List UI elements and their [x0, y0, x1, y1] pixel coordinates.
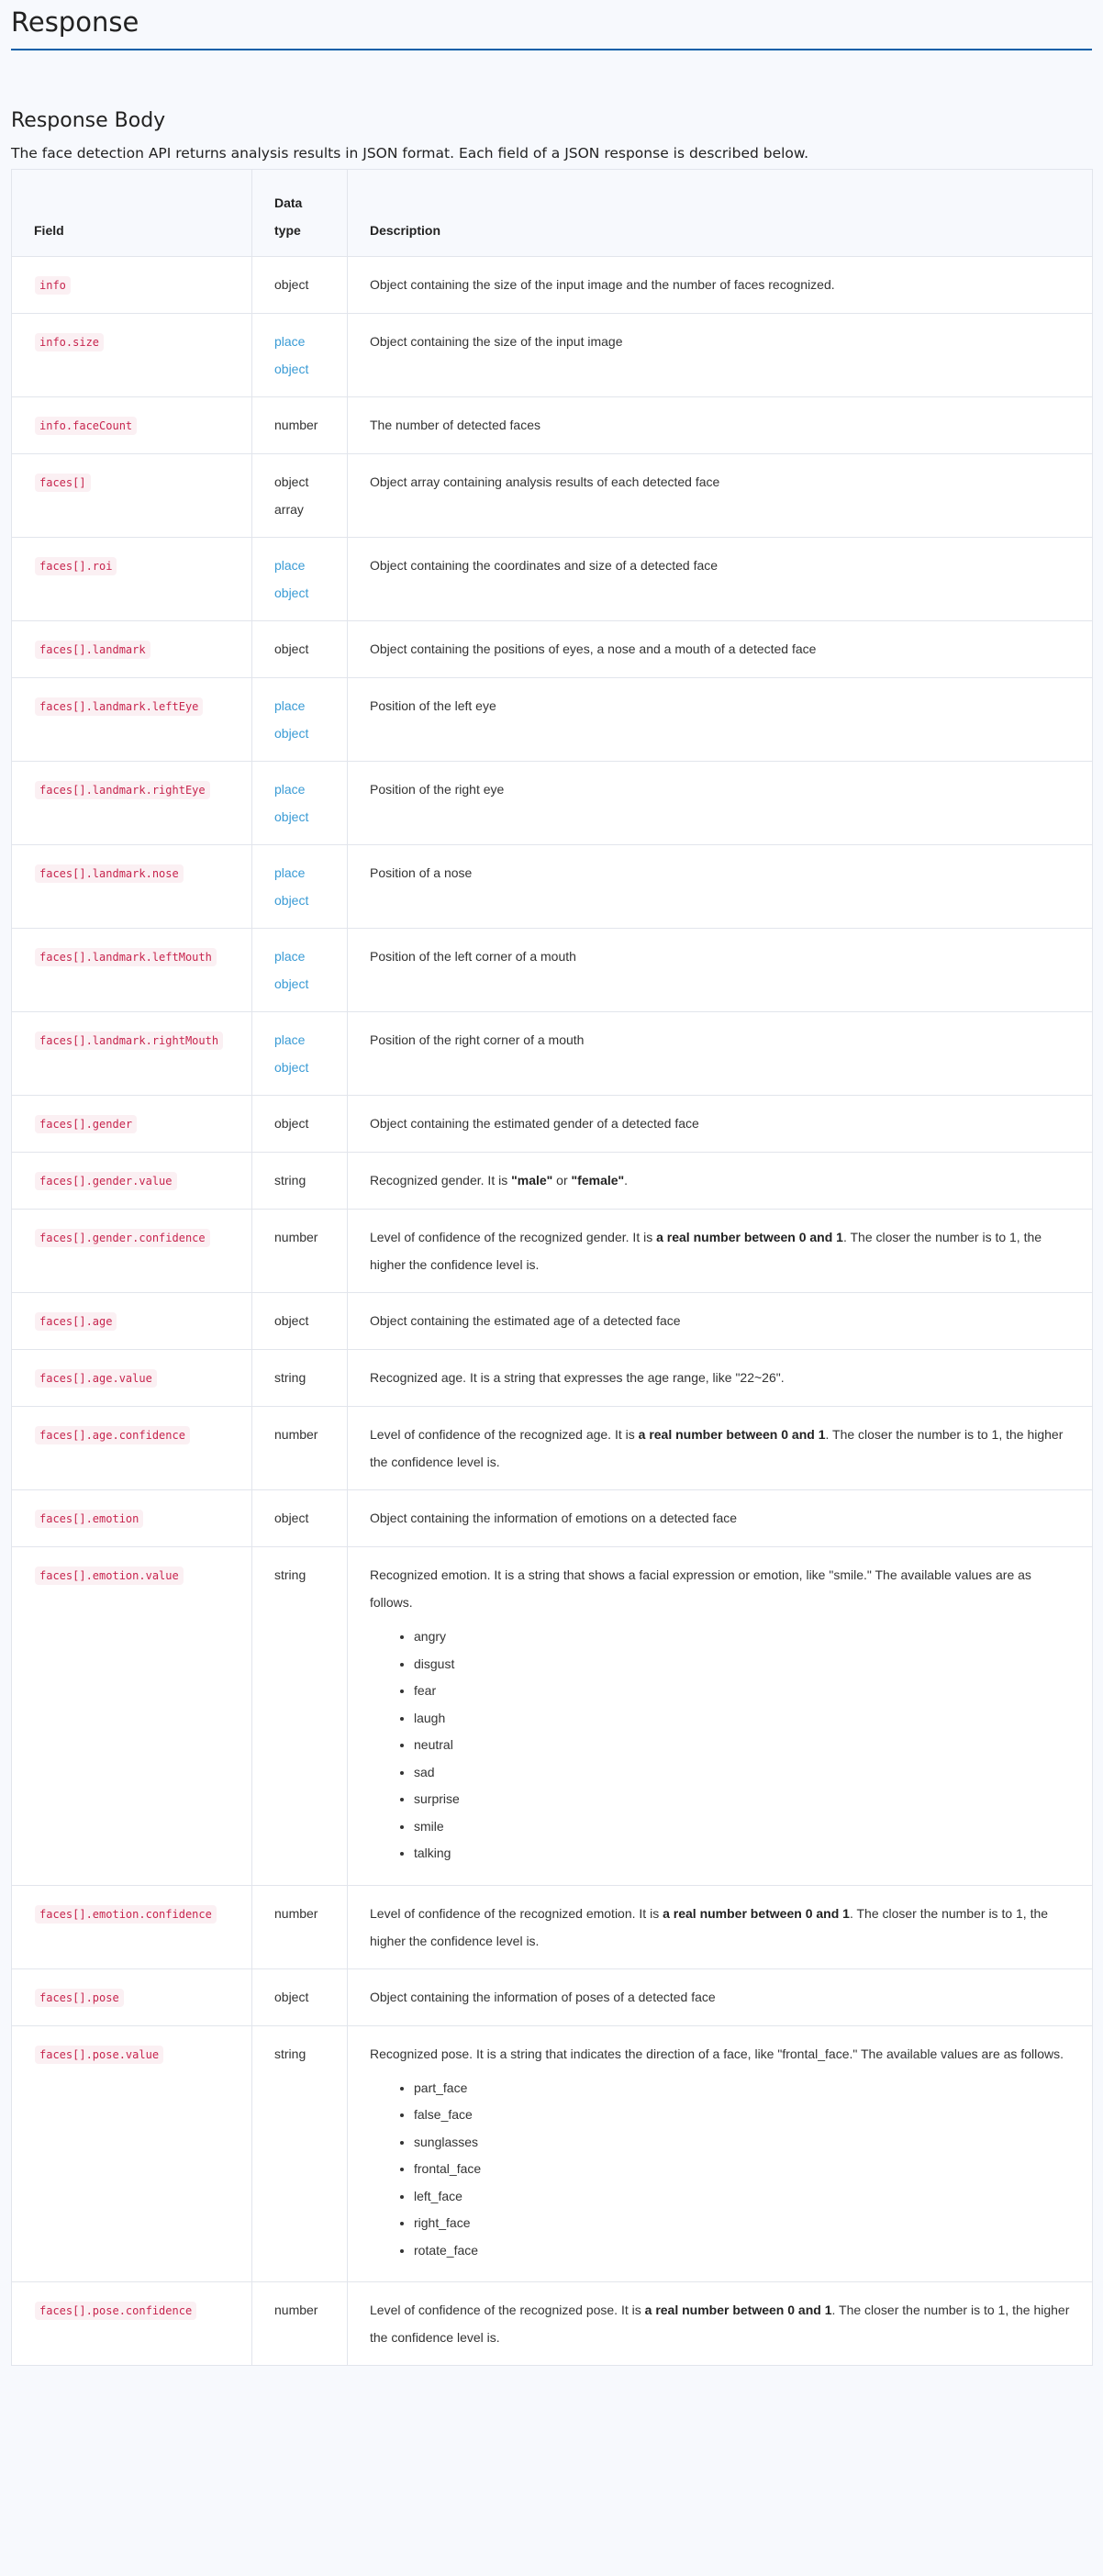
data-type-link[interactable]: object: [274, 726, 309, 741]
available-value-item: • false_face: [414, 2102, 1070, 2129]
field-cell: [12, 1885, 252, 1968]
field-name: faces[].emotion.confidence: [35, 1905, 217, 1924]
field-name: faces[].gender: [35, 1115, 137, 1133]
table-header-row: [12, 170, 1093, 257]
available-value-item: • frontal_face: [414, 2156, 1070, 2183]
available-value-item: • talking: [414, 1840, 1070, 1868]
description-fragment: . The closer the number is to 1, the higher the confidence level is.: [370, 1905, 1049, 1948]
field-cell: [12, 621, 252, 678]
data-type-cell: [252, 762, 348, 845]
description-emphasis: a real number between 0 and 1: [656, 1230, 843, 1244]
data-type-cell: [252, 1968, 348, 2025]
data-type-cell: [252, 1547, 348, 1886]
available-values-list: [414, 2075, 1070, 2265]
header-description: Description: [348, 170, 1093, 257]
available-value-item: • sunglasses: [414, 2129, 1070, 2157]
data-type-cell: [252, 1885, 348, 1968]
description-fragment: . The closer the number is to 1, the higher the confidence level is.: [370, 2303, 1070, 2345]
description-cell: [348, 2025, 1093, 2282]
field-name: faces[].roi: [35, 557, 117, 575]
field-name: faces[].pose.value: [35, 2046, 163, 2064]
description-text: Object containing the information of poses of a detected face: [370, 1989, 716, 2004]
description-text: Object containing the estimated gender of a detected face: [370, 1116, 699, 1131]
data-type-text: object: [274, 277, 309, 292]
page-title: Response: [11, 0, 1092, 50]
field-name: faces[].age.confidence: [35, 1426, 190, 1444]
description-emphasis: a real number between 0 and 1: [663, 1905, 850, 1921]
field-cell: [12, 1293, 252, 1350]
description-cell: [348, 257, 1093, 314]
table-row: [12, 1096, 1093, 1153]
field-cell: [12, 1968, 252, 2025]
data-type-link[interactable]: place: [274, 558, 306, 573]
description-emphasis: "male": [511, 1173, 553, 1188]
description-text: Recognized pose. It is a string that indicates the direction of a face, like "frontal_face." The available values are as follows.: [370, 2046, 1064, 2061]
field-cell: [12, 1096, 252, 1153]
description-cell: [348, 929, 1093, 1012]
description-fragment: Level of confidence of the recognized age. It is: [370, 1427, 639, 1442]
field-name: faces[].landmark: [35, 641, 150, 659]
available-value-item: • part_face: [414, 2075, 1070, 2102]
data-type-text: object: [274, 641, 309, 656]
data-type-text: number: [274, 2303, 318, 2317]
description-text: [370, 1166, 1070, 1194]
description-fragment: Recognized gender. It is: [370, 1173, 512, 1188]
data-type-cell: [252, 2025, 348, 2282]
data-type-cell: [252, 1210, 348, 1293]
table-row: [12, 538, 1093, 621]
data-type-cell: [252, 257, 348, 314]
description-cell: [348, 397, 1093, 454]
description-text: Position of the left eye: [370, 698, 496, 713]
data-type-link[interactable]: place: [274, 782, 306, 797]
description-fragment: .: [624, 1173, 629, 1188]
description-fragment: Level of confidence of the recognized gender. It is: [370, 1230, 657, 1244]
field-name: faces[].landmark.nose: [35, 864, 184, 883]
data-type-text: string: [274, 2046, 306, 2061]
field-name: faces[].emotion: [35, 1510, 143, 1528]
data-type-link[interactable]: object: [274, 362, 309, 376]
available-value-item: • smile: [414, 1813, 1070, 1841]
data-type-cell: [252, 2282, 348, 2366]
description-text: Position of a nose: [370, 865, 473, 880]
description-cell: [348, 1490, 1093, 1547]
table-row: [12, 1153, 1093, 1210]
data-type-text: array: [274, 502, 304, 517]
data-type-link[interactable]: object: [274, 893, 309, 908]
field-cell: [12, 762, 252, 845]
data-type-link[interactable]: place: [274, 865, 306, 880]
data-type-text: object: [274, 1116, 309, 1131]
table-row: [12, 2282, 1093, 2366]
description-fragment: Level of confidence of the recognized pose. It is: [370, 2303, 645, 2317]
available-value-item: • disgust: [414, 1651, 1070, 1678]
data-type-cell: [252, 397, 348, 454]
field-name: faces[].pose.confidence: [35, 2302, 196, 2320]
field-name: faces[].gender.value: [35, 1172, 177, 1190]
field-cell: [12, 1153, 252, 1210]
available-value-item: • left_face: [414, 2183, 1070, 2211]
table-row: [12, 1968, 1093, 2025]
data-type-link[interactable]: object: [274, 585, 309, 600]
description-text: Object containing the coordinates and size of a detected face: [370, 558, 719, 573]
data-type-text: object: [274, 474, 309, 489]
table-row: [12, 1012, 1093, 1096]
data-type-link[interactable]: place: [274, 949, 306, 964]
field-cell: [12, 1012, 252, 1096]
data-type-link[interactable]: place: [274, 1032, 306, 1047]
table-row: [12, 314, 1093, 397]
field-name: faces[].landmark.leftEye: [35, 697, 203, 716]
data-type-text: object: [274, 1989, 309, 2004]
available-value-item: • right_face: [414, 2210, 1070, 2237]
field-name: faces[].landmark.leftMouth: [35, 948, 217, 966]
field-name: faces[]: [35, 474, 91, 492]
field-name: faces[].age.value: [35, 1369, 157, 1388]
description-cell: [348, 1407, 1093, 1490]
description-cell: [348, 454, 1093, 538]
description-text: Position of the right eye: [370, 782, 505, 797]
table-row: [12, 1350, 1093, 1407]
description-text: [370, 1421, 1070, 1476]
available-value-item: • neutral: [414, 1732, 1070, 1759]
field-cell: [12, 2025, 252, 2282]
description-cell: [348, 314, 1093, 397]
field-name: info: [35, 276, 71, 295]
response-fields-table: [11, 169, 1093, 2366]
data-type-link[interactable]: object: [274, 1060, 309, 1075]
data-type-cell: [252, 454, 348, 538]
field-cell: [12, 1210, 252, 1293]
description-text: [370, 2296, 1070, 2351]
field-cell: [12, 1407, 252, 1490]
description-fragment: . The closer the number is to 1, the higher the confidence level is.: [370, 1427, 1064, 1469]
table-row: [12, 621, 1093, 678]
description-text: Object containing the size of the input image and the number of faces recognized.: [370, 277, 835, 292]
table-row: [12, 2025, 1093, 2282]
table-row: [12, 1547, 1093, 1886]
data-type-cell: [252, 621, 348, 678]
available-value-item: • laugh: [414, 1705, 1070, 1733]
field-name: info.faceCount: [35, 417, 137, 435]
data-type-cell: [252, 845, 348, 929]
description-text: [370, 1900, 1070, 1955]
table-row: [12, 1885, 1093, 1968]
data-type-cell: [252, 314, 348, 397]
field-cell: [12, 1547, 252, 1886]
table-row: [12, 257, 1093, 314]
data-type-text: number: [274, 1230, 318, 1244]
data-type-cell: [252, 678, 348, 762]
description-emphasis: "female": [571, 1173, 625, 1188]
table-row: [12, 454, 1093, 538]
available-value-item: • angry: [414, 1623, 1070, 1651]
data-type-text: string: [274, 1173, 306, 1188]
description-cell: [348, 1210, 1093, 1293]
description-text: Object containing the size of the input image: [370, 334, 623, 349]
field-cell: [12, 1350, 252, 1407]
data-type-text: number: [274, 1427, 318, 1442]
data-type-link[interactable]: object: [274, 809, 309, 824]
description-cell: [348, 1293, 1093, 1350]
document-page: [11, 0, 1092, 2366]
header-data-type-line2: type: [274, 223, 301, 238]
data-type-text: object: [274, 1511, 309, 1525]
description-text: Object containing the estimated age of a detected face: [370, 1313, 681, 1328]
table-row: [12, 1210, 1093, 1293]
description-cell: [348, 678, 1093, 762]
description-cell: [348, 1350, 1093, 1407]
table-row: [12, 1490, 1093, 1547]
field-cell: [12, 929, 252, 1012]
data-type-text: string: [274, 1567, 306, 1582]
description-cell: [348, 2282, 1093, 2366]
description-text: Position of the right corner of a mouth: [370, 1032, 585, 1047]
data-type-cell: [252, 1012, 348, 1096]
data-type-text: number: [274, 1905, 318, 1921]
data-type-text: number: [274, 418, 318, 432]
table-row: [12, 845, 1093, 929]
description-cell: [348, 1012, 1093, 1096]
description-text: Recognized emotion. It is a string that shows a facial expression or emotion, like "smile." The available values are as follows.: [370, 1567, 1031, 1610]
field-cell: [12, 1490, 252, 1547]
data-type-cell: [252, 1096, 348, 1153]
data-type-link[interactable]: place: [274, 334, 306, 349]
description-text: Recognized age. It is a string that expresses the age range, like "22~26".: [370, 1370, 785, 1385]
field-name: info.size: [35, 333, 104, 351]
field-cell: [12, 2282, 252, 2366]
description-fragment: or: [552, 1173, 572, 1188]
available-value-item: • surprise: [414, 1786, 1070, 1813]
description-text: Object containing the information of emotions on a detected face: [370, 1511, 738, 1525]
section-title: Response Body: [11, 109, 166, 132]
header-data-type: [252, 170, 348, 257]
section-intro: The face detection API returns analysis results in JSON format. Each field of a JSON response is described below.: [11, 145, 809, 162]
field-name: faces[].age: [35, 1312, 117, 1331]
data-type-link[interactable]: object: [274, 976, 309, 991]
field-cell: [12, 678, 252, 762]
description-text: Object containing the positions of eyes, a nose and a mouth of a detected face: [370, 641, 817, 656]
field-name: faces[].gender.confidence: [35, 1229, 210, 1247]
description-text: [370, 1223, 1070, 1278]
description-cell: [348, 1968, 1093, 2025]
available-values-list: [414, 1623, 1070, 1868]
description-cell: [348, 762, 1093, 845]
data-type-cell: [252, 1293, 348, 1350]
table-row: [12, 678, 1093, 762]
description-cell: [348, 1096, 1093, 1153]
description-emphasis: a real number between 0 and 1: [644, 2303, 832, 2317]
description-fragment: Level of confidence of the recognized emotion. It is: [370, 1905, 663, 1921]
data-type-cell: [252, 1490, 348, 1547]
header-field: Field: [12, 170, 252, 257]
data-type-cell: [252, 929, 348, 1012]
field-cell: [12, 314, 252, 397]
field-cell: [12, 845, 252, 929]
field-name: faces[].emotion.value: [35, 1567, 184, 1585]
field-name: faces[].landmark.rightMouth: [35, 1032, 223, 1050]
table-row: [12, 397, 1093, 454]
description-cell: [348, 621, 1093, 678]
field-cell: [12, 397, 252, 454]
description-cell: [348, 1153, 1093, 1210]
table-row: [12, 1293, 1093, 1350]
available-value-item: • sad: [414, 1759, 1070, 1787]
data-type-cell: [252, 1350, 348, 1407]
description-fragment: . The closer the number is to 1, the higher the confidence level is.: [370, 1230, 1042, 1272]
field-name: faces[].landmark.rightEye: [35, 781, 210, 799]
available-value-item: • rotate_face: [414, 2237, 1070, 2265]
table-row: [12, 762, 1093, 845]
table-row: [12, 1407, 1093, 1490]
data-type-link[interactable]: place: [274, 698, 306, 713]
description-cell: [348, 1885, 1093, 1968]
data-type-text: object: [274, 1313, 309, 1328]
table-row: [12, 929, 1093, 1012]
description-text: Object array containing analysis results of each detected face: [370, 474, 720, 489]
description-text: The number of detected faces: [370, 418, 540, 432]
description-emphasis: a real number between 0 and 1: [638, 1427, 826, 1442]
description-cell: [348, 845, 1093, 929]
description-text: Position of the left corner of a mouth: [370, 949, 576, 964]
data-type-cell: [252, 1153, 348, 1210]
header-data-type-line1: Data: [274, 195, 303, 210]
field-cell: [12, 538, 252, 621]
field-name: faces[].pose: [35, 1989, 124, 2007]
data-type-cell: [252, 1407, 348, 1490]
description-cell: [348, 538, 1093, 621]
data-type-text: string: [274, 1370, 306, 1385]
field-cell: [12, 257, 252, 314]
available-value-item: • fear: [414, 1678, 1070, 1705]
data-type-cell: [252, 538, 348, 621]
field-cell: [12, 454, 252, 538]
description-cell: [348, 1547, 1093, 1886]
